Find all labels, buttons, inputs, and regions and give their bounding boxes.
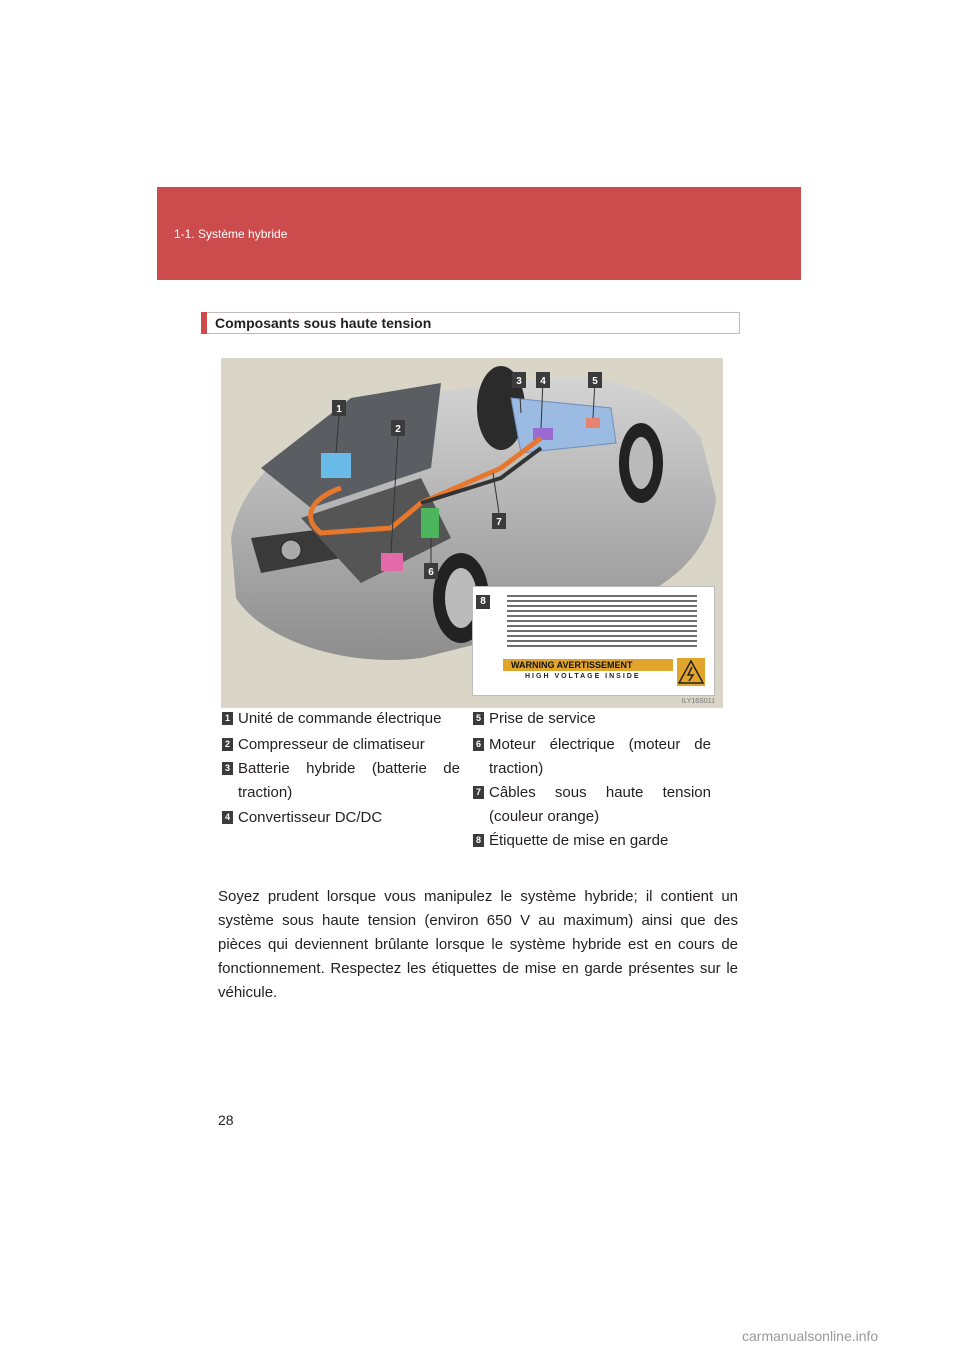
callout-8: 8 xyxy=(476,595,490,609)
svg-text:2: 2 xyxy=(395,424,401,435)
callout-5 xyxy=(588,372,602,388)
warning-title: WARNING AVERTISSEMENT xyxy=(511,660,633,670)
warning-label-text-lines xyxy=(507,595,697,649)
legend-item xyxy=(473,707,713,731)
legend-number: 5 xyxy=(473,712,484,725)
legend-label: Batterie hybride (batterie de traction) xyxy=(238,760,460,801)
high-voltage-icon xyxy=(677,658,705,686)
legend-label: Moteur électrique (moteur de traction) xyxy=(489,736,711,777)
legend-item xyxy=(222,707,462,731)
legend-item xyxy=(222,757,462,805)
legend-number: 4 xyxy=(222,811,233,824)
legend-label: Prise de service xyxy=(489,710,596,727)
electric-motor xyxy=(421,508,439,538)
svg-text:4: 4 xyxy=(540,376,546,387)
ac-compressor xyxy=(381,553,403,571)
chapter-header xyxy=(157,187,801,280)
svg-text:6: 6 xyxy=(428,567,434,578)
service-plug xyxy=(586,418,600,428)
page-number: 28 xyxy=(218,1112,234,1128)
watermark: carmanualsonline.info xyxy=(742,1328,879,1344)
legend-label: Convertisseur DC/DC xyxy=(238,809,383,826)
heading-accent-bar xyxy=(201,312,207,334)
legend-number: 8 xyxy=(473,834,484,847)
hybrid-components-illustration xyxy=(221,358,723,708)
callout-6 xyxy=(424,563,438,579)
callout-1 xyxy=(332,400,346,416)
safety-paragraph: Soyez prudent lorsque vous manipulez le système hybride; il contient un système sous haute tension (environ 650 V au maximum) ainsi que des pièces qui deviennent brûlante lorsque le système hybride est en cours de fonctionnement. Respectez les étiquettes de mise en garde présentes sur le véhicule. xyxy=(218,888,738,1001)
warning-strip xyxy=(503,659,673,671)
svg-text:3: 3 xyxy=(516,376,522,387)
lexus-emblem xyxy=(281,540,301,560)
warning-label-inset xyxy=(472,586,715,696)
legend-number: 2 xyxy=(222,738,233,751)
callout-2 xyxy=(391,420,405,436)
svg-text:1: 1 xyxy=(336,404,342,415)
legend-number: 3 xyxy=(222,762,233,775)
warning-subtitle: HIGH VOLTAGE INSIDE xyxy=(525,673,641,680)
legend-item xyxy=(473,781,713,829)
legend-number: 1 xyxy=(222,712,233,725)
callout-7 xyxy=(492,513,506,529)
legend-number: 7 xyxy=(473,786,484,799)
figure-code: ILY16S011 xyxy=(681,698,715,705)
chapter-section-title: 1-1. Système hybride xyxy=(174,227,288,241)
dc-dc-converter xyxy=(533,428,553,440)
section-heading-text: Composants sous haute tension xyxy=(215,315,432,331)
legend-item xyxy=(222,733,462,757)
legend-item xyxy=(473,733,713,781)
section-heading xyxy=(201,312,740,334)
callout-3 xyxy=(512,372,526,388)
svg-text:5: 5 xyxy=(592,376,598,387)
legend-label: Unité de commande électrique xyxy=(238,710,442,727)
legend-label: Étiquette de mise en garde xyxy=(489,832,669,849)
legend-item xyxy=(222,806,462,830)
callout-4 xyxy=(536,372,550,388)
svg-text:7: 7 xyxy=(496,517,502,528)
power-control-unit xyxy=(321,453,351,478)
legend-label: Compresseur de climatiseur xyxy=(238,736,425,753)
legend-number: 6 xyxy=(473,738,484,751)
rear-rim xyxy=(629,437,653,489)
legend-label: Câbles sous haute tension (couleur orange) xyxy=(489,784,711,825)
legend-item xyxy=(473,829,713,853)
